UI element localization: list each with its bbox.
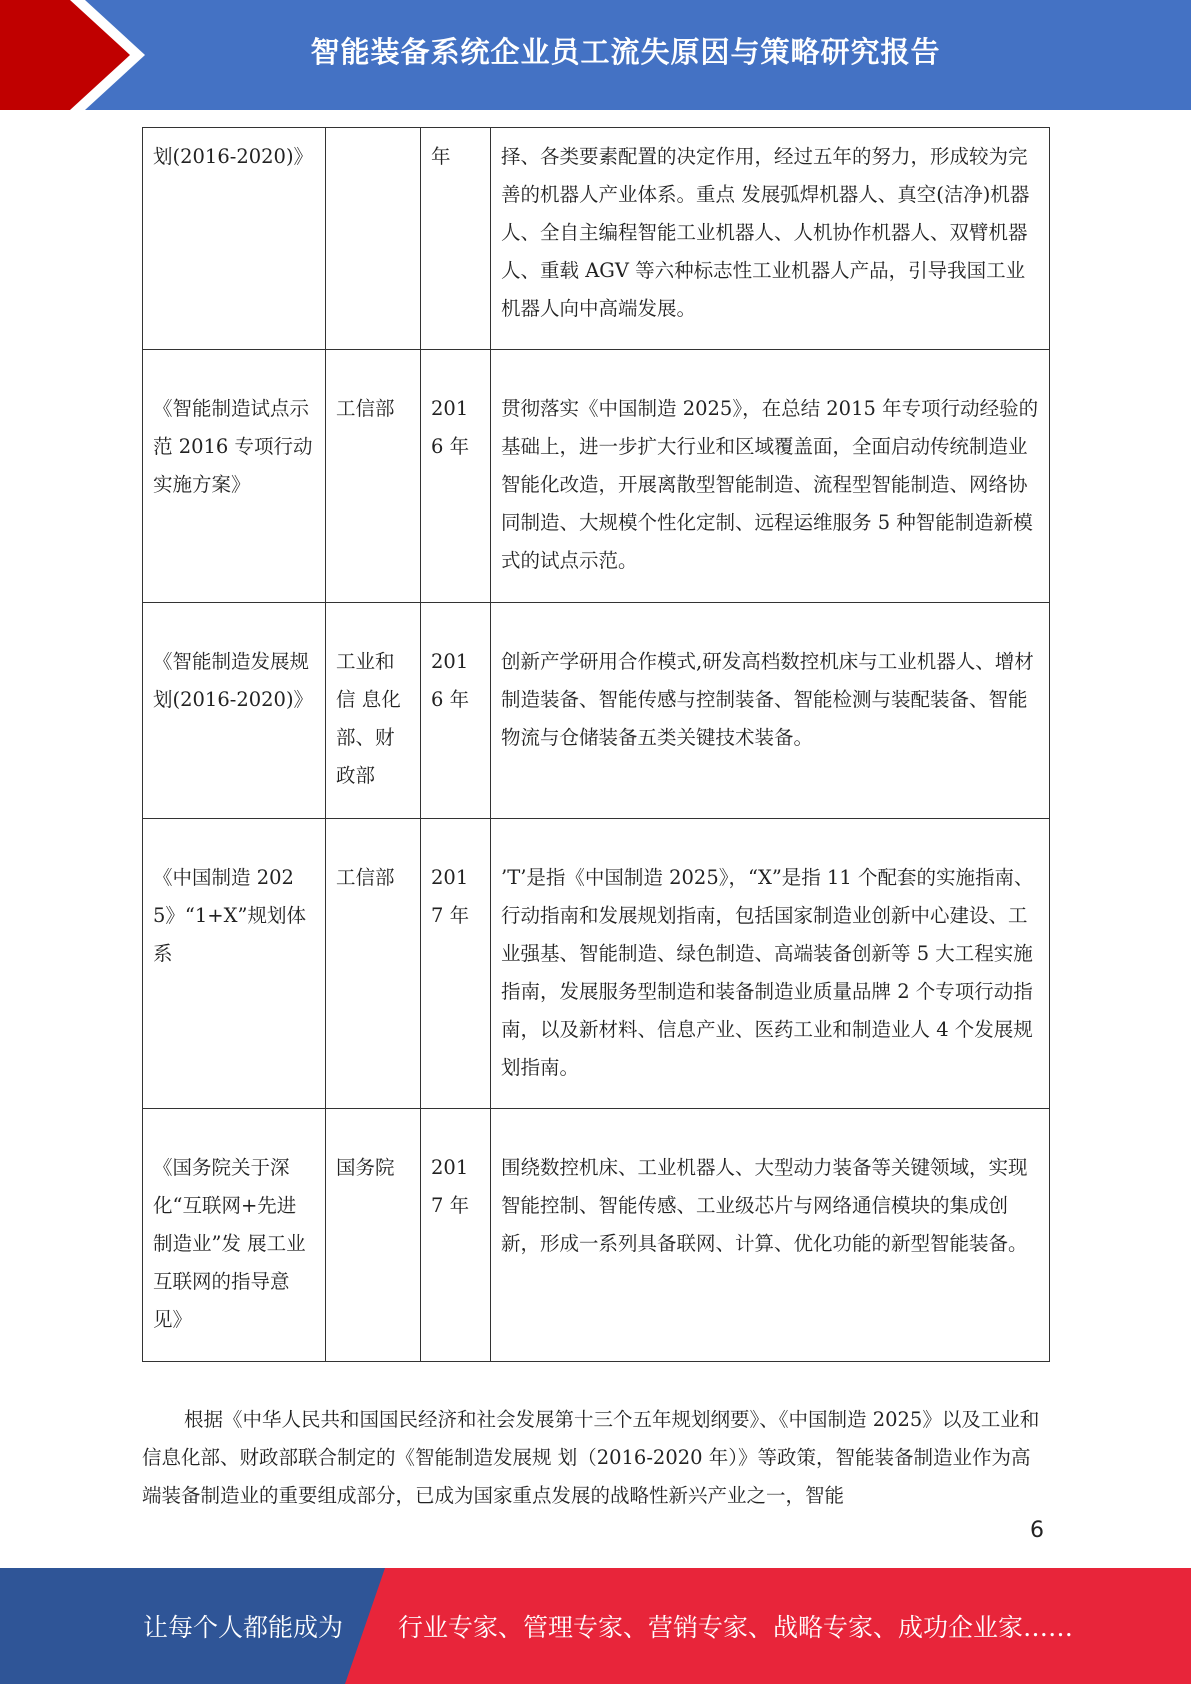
department-cell: 工业和信 息化部、财政部 bbox=[326, 603, 421, 819]
page-header bbox=[0, 0, 1191, 110]
year-cell: 2016 年 bbox=[421, 603, 491, 819]
department-cell: 国务院 bbox=[326, 1109, 421, 1362]
content-cell: 创新产学研用合作模式,研发高档数控机床与工业机器人、增材制造装备、智能传感与控制装备、智能检测与装配装备、智能物流与仓储装备五类关键技术装备。 bbox=[491, 603, 1050, 819]
table-row bbox=[143, 128, 1050, 350]
department-cell bbox=[326, 128, 421, 350]
policy-name-cell: 《中国制造 2025》“1+X”规划体系 bbox=[143, 819, 326, 1109]
content-cell: ’T’是指《中国制造 2025》，“X”是指 11 个配套的实施指南、行动指南和发展规划指南，包括国家制造业创新中心建设、工业强基、智能制造、绿色制造、高端装备创新等 5 大工程实施指南，发展服务型制造和装备制造业质量品牌 2 个专项行动指南，以及新材料、信息产业、医药工业和制造业人 4 个发展规划指南。 bbox=[491, 819, 1050, 1109]
page-footer bbox=[0, 1568, 1191, 1684]
content-cell: 贯彻落实《中国制造 2025》，在总结 2015 年专项行动经验的基础上，进一步扩大行业和区域覆盖面，全面启动传统制造业智能化改造，开展离散型智能制造、流程型智能制造、网络协同制造、大规模个性化定制、远程运维服务 5 种智能制造新模式的试点示范。 bbox=[491, 350, 1050, 603]
year-cell: 2017 年 bbox=[421, 819, 491, 1109]
table-row bbox=[143, 819, 1050, 1109]
policy-name-cell: 《国务院关于深化“互联网+先进制造业”发 展工业互联网的指导意见》 bbox=[143, 1109, 326, 1362]
policy-table bbox=[142, 127, 1050, 1362]
year-cell: 2016 年 bbox=[421, 350, 491, 603]
year-cell: 年 bbox=[421, 128, 491, 350]
policy-name-cell: 划(2016-2020)》 bbox=[143, 128, 326, 350]
policy-name-cell: 《智能制造发展规划(2016-2020)》 bbox=[143, 603, 326, 819]
content-cell: 围绕数控机床、工业机器人、大型动力装备等关键领域，实现智能控制、智能传感、工业级芯片与网络通信模块的集成创新，形成一系列具备联网、计算、优化功能的新型智能装备。 bbox=[491, 1109, 1050, 1362]
year-cell: 2017 年 bbox=[421, 1109, 491, 1362]
policy-name-cell: 《智能制造试点示范 2016 专项行动实施方案》 bbox=[143, 350, 326, 603]
report-title: 智能装备系统企业员工流失原因与策略研究报告 bbox=[310, 34, 941, 69]
page-number: 6 bbox=[1030, 1518, 1044, 1543]
footer-slogan-left: 让每个人都能成为 bbox=[143, 1613, 344, 1642]
footer-slogan-right: 行业专家、管理专家、营销专家、战略专家、成功企业家…… bbox=[398, 1613, 1074, 1642]
department-cell: 工信部 bbox=[326, 350, 421, 603]
chevron-arrow-icon bbox=[0, 0, 160, 110]
body-paragraph: 根据《中华人民共和国国民经济和社会发展第十三个五年规划纲要》、《中国制造 2025》以及工业和信息化部、财政部联合制定的《智能制造发展规 划（2016-2020 年）》等政策，智能装备制造业作为高端装备制造业的重要组成部分，已成为国家重点发展的战略性新兴产业之一，智能 bbox=[142, 1408, 1040, 1507]
table-row bbox=[143, 603, 1050, 819]
table-row bbox=[143, 350, 1050, 603]
content-cell: 择、各类要素配置的决定作用，经过五年的努力，形成较为完善的机器人产业体系。重点 发展弧焊机器人、真空(洁净)机器人、全自主编程智能工业机器人、人机协作机器人、双臂机器 人、重载 AGV 等六种标志性工业机器人产品，引导我国工业机器人向中高端发展。 bbox=[491, 128, 1050, 350]
department-cell: 工信部 bbox=[326, 819, 421, 1109]
table-row bbox=[143, 1109, 1050, 1362]
